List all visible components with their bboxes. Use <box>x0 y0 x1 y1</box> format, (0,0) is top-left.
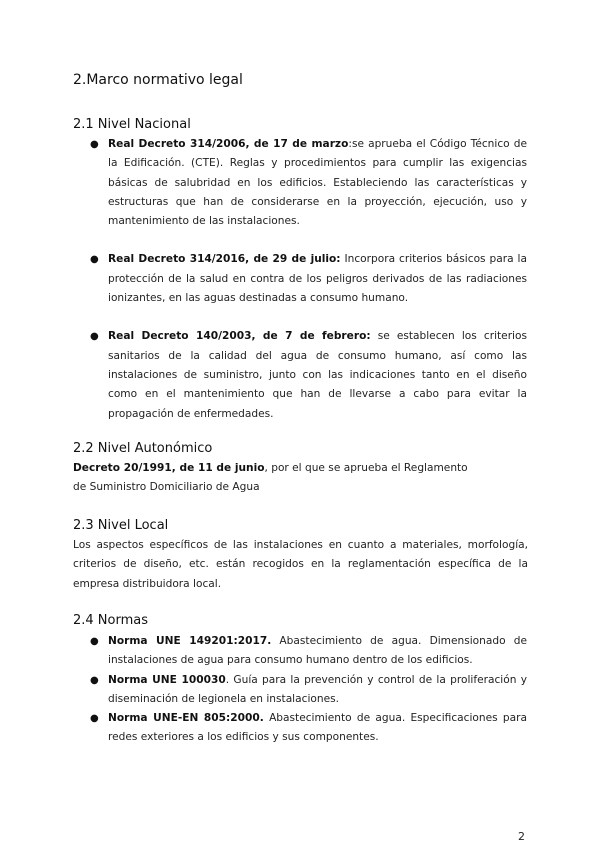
bullet-icon: ● <box>90 139 99 150</box>
heading-normas: 2.4 Normas <box>73 613 149 628</box>
norm-name: Norma UNE-EN 805:2000. <box>108 712 264 725</box>
list-item <box>90 632 527 671</box>
bullet-icon: ● <box>90 674 99 686</box>
list-item <box>90 250 527 308</box>
autonomico-paragraph <box>73 459 528 498</box>
decree-name: Decreto 20/1991, de 11 de junio <box>73 462 265 474</box>
norm-name: Norma UNE 149201:2017. <box>108 635 272 647</box>
norm-text: Abastecimiento de agua. Especificaciones para redes exteriores a los edificios y sus componentes. <box>108 712 527 744</box>
decree-text: se establecen los criterios sanitarios de la calidad del agua de consumo humano, así como las instalaciones de suministro, junto con las indicaciones tanto en el diseño como en el mantenimiento que han de llevarse a cabo para evitar la propagación de enfermedades. <box>108 330 527 420</box>
normas-list <box>90 632 527 748</box>
local-paragraph: Los aspectos específicos de las instalaciones en cuanto a materiales, morfología, criterios de diseño, etc. están recogidos en la reglamentación específica de la empresa distribuidora local. <box>73 539 528 590</box>
decree-text: Incorpora criterios básicos para la protección de la salud en contra de los peligros derivados de las radiaciones ionizantes, en las aguas destinadas a consumo humano. <box>108 253 527 305</box>
norm-text: . Guía para la prevención y control de la proliferación y diseminación de legionela en instalaciones. <box>108 673 527 705</box>
page-number: 2 <box>518 830 525 843</box>
section-title: 2.Marco normativo legal <box>73 72 243 88</box>
bullet-icon: ● <box>90 713 99 725</box>
decree-text: :se aprueba el Código Técnico de la Edificación. (CTE). Reglas y procedimientos para cumplir las exigencias básicas de salubridad en los edificios. Estableciendo las características y estructuras que han de considerarse en la proyección, ejecución, uso y mantenimiento de las instalaciones. <box>108 138 527 228</box>
list-item <box>90 671 527 710</box>
heading-nivel-nacional: 2.1 Nivel Nacional <box>73 117 191 132</box>
decree-text-continuation: de Suministro Domiciliario de Agua <box>73 481 260 494</box>
norm-name: Norma UNE 100030 <box>108 673 226 686</box>
decree-name: Real Decreto 314/2006, de 17 de marzo <box>108 138 349 150</box>
norm-text: Abastecimiento de agua. Dimensionado de instalaciones de agua para consumo humano dentro de los edificios. <box>108 635 528 667</box>
bullet-icon: ● <box>90 636 99 647</box>
decree-name: Real Decreto 314/2016, de 29 de julio: <box>108 253 341 266</box>
bullet-icon: ● <box>90 331 99 343</box>
list-item <box>90 327 527 423</box>
nacional-list <box>90 135 527 424</box>
heading-nivel-local: 2.3 Nivel Local <box>73 518 169 533</box>
heading-nivel-autonomico: 2.2 Nivel Autonómico <box>73 441 213 456</box>
bullet-icon: ● <box>90 254 99 266</box>
list-item <box>90 135 527 231</box>
decree-text: , por el que se aprueba el Reglamento <box>264 462 468 474</box>
decree-name: Real Decreto 140/2003, de 7 de febrero: <box>108 330 371 343</box>
list-item <box>90 709 527 748</box>
